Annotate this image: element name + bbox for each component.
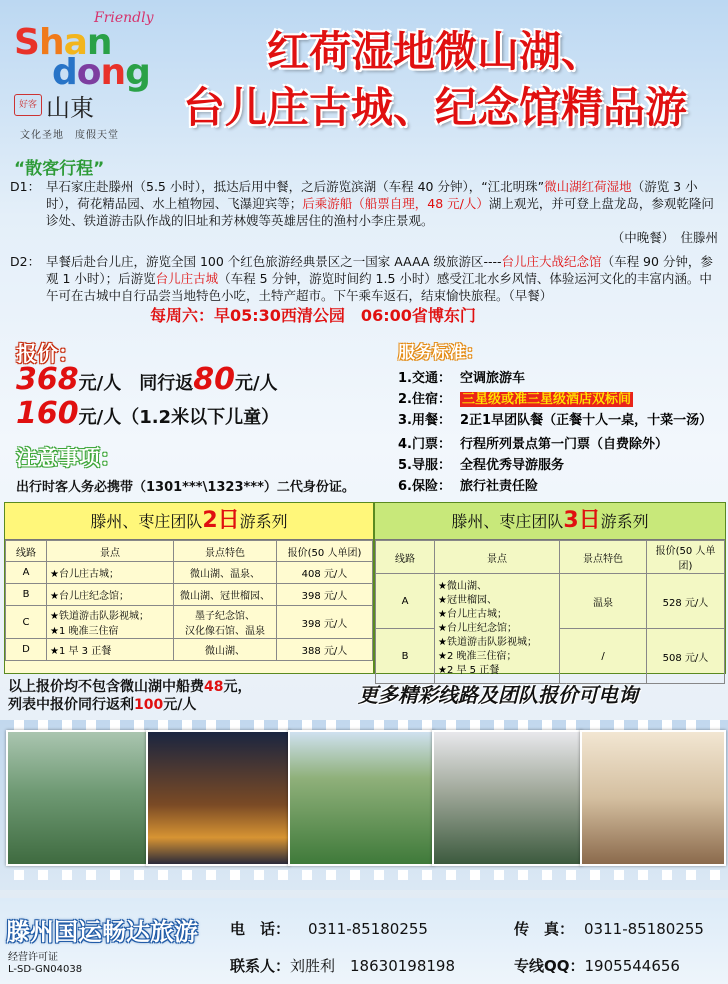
logo-friendly-text: Friendly	[94, 10, 154, 26]
table-row: C ★铁道游击队影视城； ★1 晚准三住宿 墨子纪念馆、 汉化像石馆、温泉 398 元/人	[6, 606, 373, 639]
photo-lotus-field	[288, 730, 434, 866]
day-2-label: D2：	[10, 254, 41, 269]
table-row: D ★1 早 3 正餐 微山湖、 388 元/人	[6, 639, 373, 661]
logo-dong-text: dong	[52, 52, 150, 93]
qq-info: 专线QQ：1905544656	[514, 957, 680, 975]
three-day-table	[374, 502, 726, 674]
price-exclusion-note: 以上报价均不包含微山湖中船费48元， 列表中报价同行返利100元/人	[8, 679, 252, 713]
photo-strip	[0, 720, 728, 890]
day-1	[10, 178, 718, 246]
service-item: 1.交通： 空调旅游车	[398, 371, 526, 386]
more-routes-text: 更多精彩线路及团队报价可电询	[358, 683, 638, 707]
phone-info: 电 话： 0311-85180255	[230, 920, 428, 938]
table-header-row: 线路 景点 景点特色 报价(50 人单团)	[6, 541, 373, 562]
service-item: 3.用餐： 2正1早团队餐（正餐十人一桌，十菜一汤）	[398, 413, 713, 428]
service-standards	[398, 338, 724, 498]
two-day-table-title: 滕州、枣庄团队2日游系列	[5, 503, 373, 540]
two-day-price-table	[5, 540, 373, 661]
agency-name: 滕州国运畅达旅游	[6, 918, 198, 946]
day-2	[10, 253, 718, 304]
table-row: A ★微山湖、 ★冠世榴园、 ★台儿庄古城； ★台儿庄纪念馆； ★铁道游击队影视城； ★2 晚准三住宿； ★2 早 5 正餐 温泉 528 元/人	[376, 574, 725, 629]
photo-canal-town	[432, 730, 582, 866]
notice-heading: 注意事项：	[16, 446, 121, 470]
title-line-1: 红荷湿地微山湖、	[266, 27, 603, 76]
photo-ancient-town-night	[146, 730, 290, 866]
logo-seal-icon: 好客	[14, 94, 42, 116]
fax-info: 传 真： 0311-85180255	[514, 920, 704, 938]
departure-schedule: 每周六：早05:30西清公园 06:00省博东门	[150, 306, 476, 325]
page-title	[150, 24, 720, 136]
price-child: 160元/人（1.2米以下儿童）	[16, 396, 280, 431]
service-item: 5.导服： 全程优秀导游服务	[398, 458, 565, 473]
license-info: 经营许可证 L-SD-GN04038	[8, 952, 83, 975]
notice-text: 出行时客人务必携带（1301***\1323***）二代身份证。	[16, 480, 355, 495]
itinerary-days	[10, 178, 718, 304]
three-day-price-table	[375, 540, 725, 684]
table-row: A ★台儿庄古城； 微山湖、温泉、 408 元/人	[6, 562, 373, 584]
service-highlight: 三星级或准三星级酒店双标间	[462, 392, 632, 407]
price-adult-value: 368	[16, 362, 79, 397]
day-1-meal: （中晚餐） 住滕州	[611, 230, 718, 245]
film-holes-bottom	[0, 870, 728, 880]
price-heading: 报价：	[16, 342, 79, 366]
service-heading: 服务标准：	[398, 343, 483, 363]
service-item: 4.门票： 行程所列景点第一门票（自费除外）	[398, 437, 669, 452]
price-rebate-value: 80	[193, 362, 235, 397]
price-child-value: 160	[16, 396, 79, 431]
title-line-2: 台儿庄古城、纪念馆精品游	[182, 83, 687, 132]
itinerary-label: “散客行程”	[14, 159, 105, 179]
table-row: B ★台儿庄纪念馆； 微山湖、冠世榴园、 398 元/人	[6, 584, 373, 606]
logo-motto: 文化圣地 度假天堂	[20, 130, 119, 141]
photo-lake-wetland	[6, 730, 148, 866]
film-holes-top	[0, 720, 728, 730]
table-row: B / 508 元/人	[376, 629, 725, 684]
service-item: 6.保险： 旅行社责任险	[398, 479, 539, 494]
contact-info: 联系人：刘胜利 18630198198	[230, 957, 455, 975]
shandong-logo	[8, 8, 154, 141]
price-adult: 368元/人 同行返80元/人	[16, 362, 278, 397]
day-1-text: 早石家庄赴滕州（5.5 小时），抵达后用中餐，之后游览滨湖（车程 40 分钟），“江北明珠”微山湖红荷湿地（游览 3 小时），荷花精品园、水上植物园、飞瀑迎宾等；后乘游船（船票自理，48 元/人）湖上观光，并可登上盘龙岛，参观乾隆问诊处、铁道游击队作战的旧址和芳林嫂等英雄居住的渔村小李庄景观。	[46, 179, 714, 228]
day-1-label: D1：	[10, 179, 41, 194]
logo-shan-text: Shan	[14, 22, 112, 63]
table-header-row: 线路 景点 景点特色 报价(50 人单团)	[376, 541, 725, 574]
photo-hotel-room	[580, 730, 726, 866]
day-2-text: 早餐后赴台儿庄，游览全国 100 个红色旅游经典景区之一国家 AAAA 级旅游区----台儿庄大战纪念馆（车程 90 分钟，参观 1 小时）；后游览台儿庄古城（车程 5 分钟，游览时间约 1.5 小时）感受江北水乡风情、体验运河文化的丰富内涵。中午可在古城中自行品尝当地特色小吃，土特产超市。下午乘车返石，结束愉快旅程。（早餐）	[46, 254, 713, 303]
logo-chinese-text: 山東	[46, 94, 94, 122]
three-day-table-title: 滕州、枣庄团队3日游系列	[375, 503, 725, 540]
service-item: 2.住宿： 三星级或准三星级酒店双标间	[398, 392, 632, 407]
two-day-table	[4, 502, 374, 674]
